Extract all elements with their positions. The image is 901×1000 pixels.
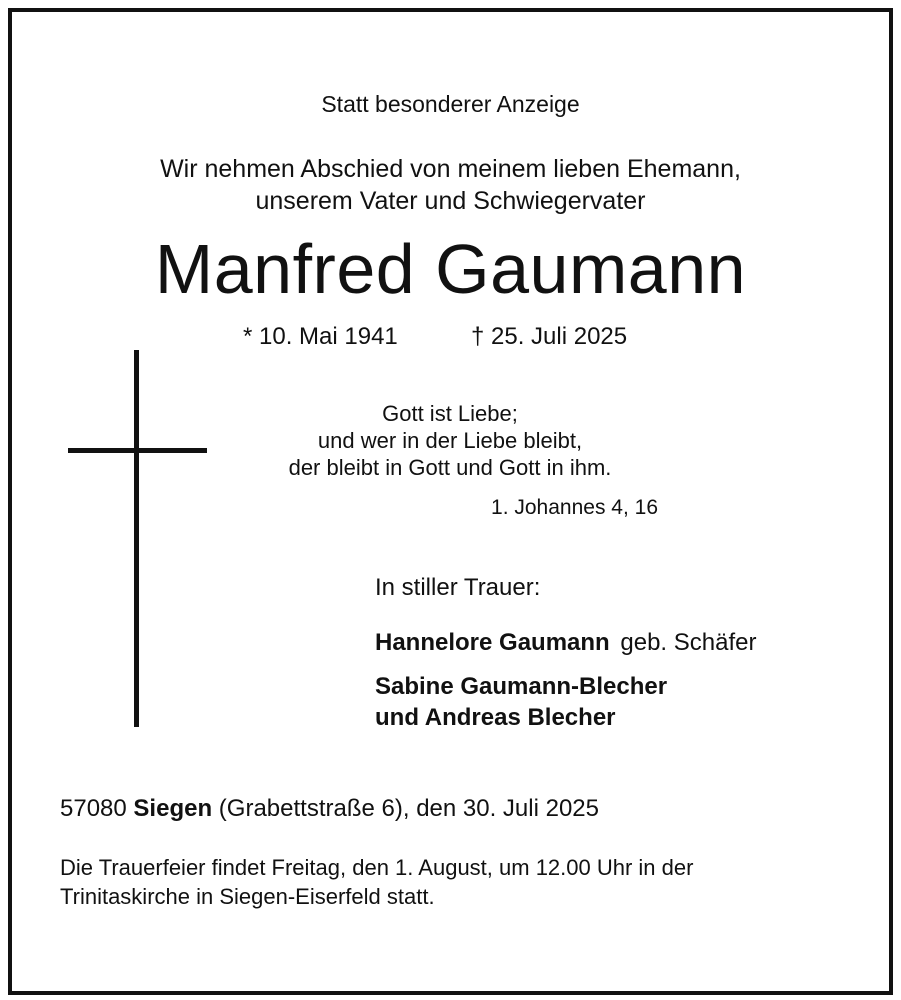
city: Siegen — [133, 795, 213, 822]
verse-line-2: und wer in der Liebe bleibt, — [317, 428, 583, 453]
address-and-date: (Grabettstraße 6), den 30. Juli 2025 — [218, 795, 599, 822]
verse-line-1: Gott ist Liebe; — [382, 401, 518, 426]
spouse-name: Hannelore Gaumann — [375, 629, 610, 656]
mourner-child-line-2: und Andreas Blecher — [375, 704, 616, 731]
notice-intro: Statt besonderer Anzeige — [321, 91, 580, 117]
verse-reference: 1. Johannes 4, 16 — [491, 496, 658, 519]
cross-horizontal-bar — [68, 448, 207, 453]
verse-line-3: der bleibt in Gott und Gott in ihm. — [288, 455, 612, 480]
service-line-1: Die Trauerfeier findet Freitag, den 1. August, um 12.00 Uhr in der — [60, 855, 694, 880]
postcode: 57080 — [60, 795, 127, 822]
funeral-service-info — [60, 853, 850, 911]
death-date: † 25. Juli 2025 — [471, 323, 628, 350]
farewell-text — [0, 153, 901, 217]
service-line-2: Trinitaskirche in Siegen-Eiserfeld statt. — [60, 884, 435, 909]
cross-vertical-bar — [134, 350, 139, 727]
bible-verse — [230, 400, 670, 481]
farewell-line-2: unserem Vater und Schwiegervater — [255, 187, 646, 215]
spouse-maiden-name: geb. Schäfer — [620, 629, 757, 656]
birth-date: * 10. Mai 1941 — [243, 323, 398, 350]
mourners-title: In stiller Trauer: — [375, 574, 541, 601]
mourner-child-line-1: Sabine Gaumann-Blecher — [375, 673, 668, 700]
place-and-date — [60, 793, 599, 825]
deceased-name: Manfred Gaumann — [154, 230, 747, 308]
mourner-spouse — [375, 628, 756, 658]
farewell-line-1: Wir nehmen Abschied von meinem lieben Ehemann, — [160, 155, 741, 183]
